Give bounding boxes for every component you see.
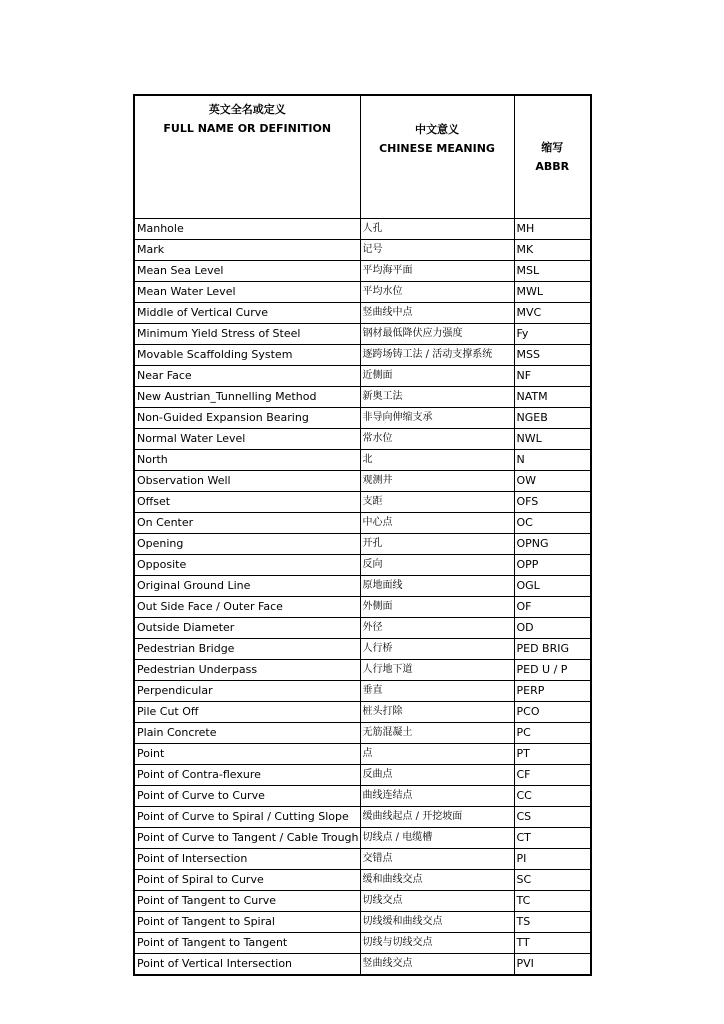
cell-full-name: Point of Tangent to Curve: [134, 891, 360, 912]
table-row: [134, 576, 591, 597]
cell-full-name: Minimum Yield Stress of Steel: [134, 324, 360, 345]
table-row: [134, 219, 591, 240]
cell-chinese-meaning: 外径: [360, 618, 514, 639]
cell-chinese-meaning: 支距: [360, 492, 514, 513]
header-full-name-cn: 英文全名或定义: [208, 103, 286, 116]
cell-abbr: MK: [514, 240, 591, 261]
cell-abbr: PC: [514, 723, 591, 744]
cell-abbr: OW: [514, 471, 591, 492]
cell-full-name: Point of Intersection: [134, 849, 360, 870]
table-row: [134, 240, 591, 261]
cell-abbr: SC: [514, 870, 591, 891]
cell-full-name: Mean Sea Level: [134, 261, 360, 282]
table-row: [134, 261, 591, 282]
cell-full-name: Outside Diameter: [134, 618, 360, 639]
cell-abbr: MH: [514, 219, 591, 240]
cell-chinese-meaning: 缓曲线起点 / 开挖坡面: [360, 807, 514, 828]
table-row: [134, 345, 591, 366]
cell-abbr: OPNG: [514, 534, 591, 555]
cell-abbr: NF: [514, 366, 591, 387]
cell-full-name: Plain Concrete: [134, 723, 360, 744]
cell-full-name: Middle of Vertical Curve: [134, 303, 360, 324]
cell-chinese-meaning: 开孔: [360, 534, 514, 555]
header-abbr: [514, 95, 591, 219]
cell-chinese-meaning: 钢材最低降伏应力强度: [360, 324, 514, 345]
cell-full-name: Opening: [134, 534, 360, 555]
table-row: [134, 933, 591, 954]
cell-abbr: TC: [514, 891, 591, 912]
table-row: [134, 702, 591, 723]
cell-abbr: Fy: [514, 324, 591, 345]
table-row: [134, 870, 591, 891]
cell-abbr: OF: [514, 597, 591, 618]
cell-full-name: Point of Vertical Intersection: [134, 954, 360, 976]
cell-abbr: PI: [514, 849, 591, 870]
cell-full-name: Point: [134, 744, 360, 765]
table-row: [134, 954, 591, 976]
header-abbr-en: ABBR: [535, 160, 570, 173]
table-row: [134, 597, 591, 618]
table-body: [134, 219, 591, 976]
cell-full-name: Point of Curve to Spiral / Cutting Slope: [134, 807, 360, 828]
table-row: [134, 618, 591, 639]
cell-chinese-meaning: 缓和曲线交点: [360, 870, 514, 891]
cell-abbr: NATM: [514, 387, 591, 408]
table-row: [134, 534, 591, 555]
cell-chinese-meaning: 切线交点: [360, 891, 514, 912]
table-row: [134, 639, 591, 660]
cell-chinese-meaning: 切线与切线交点: [360, 933, 514, 954]
table-row: [134, 303, 591, 324]
cell-full-name: Mark: [134, 240, 360, 261]
cell-full-name: North: [134, 450, 360, 471]
header-full-name-en: FULL NAME OR DEFINITION: [163, 122, 332, 135]
cell-abbr: OGL: [514, 576, 591, 597]
cell-chinese-meaning: 点: [360, 744, 514, 765]
cell-chinese-meaning: 垂直: [360, 681, 514, 702]
cell-full-name: Observation Well: [134, 471, 360, 492]
table-row: [134, 387, 591, 408]
table-row: [134, 828, 591, 849]
table-row: [134, 912, 591, 933]
table-row: [134, 681, 591, 702]
abbreviation-table: [133, 94, 592, 976]
cell-chinese-meaning: 竖曲线交点: [360, 954, 514, 976]
cell-chinese-meaning: 记号: [360, 240, 514, 261]
header-chinese-meaning: [360, 95, 514, 219]
table-row: [134, 807, 591, 828]
table-row: [134, 849, 591, 870]
cell-abbr: OFS: [514, 492, 591, 513]
cell-abbr: CT: [514, 828, 591, 849]
cell-chinese-meaning: 近侧面: [360, 366, 514, 387]
cell-abbr: TS: [514, 912, 591, 933]
cell-abbr: PT: [514, 744, 591, 765]
cell-full-name: Point of Curve to Curve: [134, 786, 360, 807]
cell-full-name: Opposite: [134, 555, 360, 576]
cell-chinese-meaning: 反曲点: [360, 765, 514, 786]
cell-chinese-meaning: 平均海平面: [360, 261, 514, 282]
header-abbr-cn: 缩写: [541, 141, 564, 154]
table-row: [134, 765, 591, 786]
cell-chinese-meaning: 平均水位: [360, 282, 514, 303]
cell-abbr: OC: [514, 513, 591, 534]
cell-abbr: OPP: [514, 555, 591, 576]
cell-full-name: Non-Guided Expansion Bearing: [134, 408, 360, 429]
table-row: [134, 513, 591, 534]
cell-abbr: NGEB: [514, 408, 591, 429]
cell-full-name: Perpendicular: [134, 681, 360, 702]
cell-full-name: Mean Water Level: [134, 282, 360, 303]
table-row: [134, 408, 591, 429]
cell-abbr: CC: [514, 786, 591, 807]
table-row: [134, 324, 591, 345]
table-row: [134, 555, 591, 576]
cell-abbr: N: [514, 450, 591, 471]
cell-full-name: Point of Curve to Tangent / Cable Trough: [134, 828, 360, 849]
table-row: [134, 786, 591, 807]
table-row: [134, 744, 591, 765]
cell-full-name: Point of Tangent to Tangent: [134, 933, 360, 954]
cell-abbr: TT: [514, 933, 591, 954]
cell-chinese-meaning: 常水位: [360, 429, 514, 450]
cell-abbr: PED U / P: [514, 660, 591, 681]
cell-chinese-meaning: 切线点 / 电缆槽: [360, 828, 514, 849]
cell-abbr: PCO: [514, 702, 591, 723]
cell-chinese-meaning: 北: [360, 450, 514, 471]
cell-abbr: MWL: [514, 282, 591, 303]
cell-abbr: MSS: [514, 345, 591, 366]
table-row: [134, 660, 591, 681]
cell-full-name: Point of Contra-flexure: [134, 765, 360, 786]
table-row: [134, 282, 591, 303]
cell-full-name: Out Side Face / Outer Face: [134, 597, 360, 618]
cell-chinese-meaning: 竖曲线中点: [360, 303, 514, 324]
cell-full-name: Movable Scaffolding System: [134, 345, 360, 366]
cell-abbr: PVI: [514, 954, 591, 976]
cell-chinese-meaning: 曲线连结点: [360, 786, 514, 807]
table-row: [134, 492, 591, 513]
cell-abbr: PED BRIG: [514, 639, 591, 660]
cell-full-name: Original Ground Line: [134, 576, 360, 597]
cell-abbr: OD: [514, 618, 591, 639]
cell-full-name: New Austrian_Tunnelling Method: [134, 387, 360, 408]
table-row: [134, 366, 591, 387]
cell-abbr: MSL: [514, 261, 591, 282]
cell-abbr: CS: [514, 807, 591, 828]
table-row: [134, 471, 591, 492]
table-row: [134, 891, 591, 912]
cell-abbr: NWL: [514, 429, 591, 450]
cell-chinese-meaning: 外侧面: [360, 597, 514, 618]
cell-chinese-meaning: 人行地下道: [360, 660, 514, 681]
cell-chinese-meaning: 桩头打除: [360, 702, 514, 723]
cell-full-name: On Center: [134, 513, 360, 534]
cell-abbr: CF: [514, 765, 591, 786]
cell-chinese-meaning: 新奥工法: [360, 387, 514, 408]
table-row: [134, 429, 591, 450]
header-full-name: [134, 95, 360, 219]
cell-full-name: Point of Spiral to Curve: [134, 870, 360, 891]
table-header-row: [134, 95, 591, 219]
cell-chinese-meaning: 原地面线: [360, 576, 514, 597]
cell-full-name: Near Face: [134, 366, 360, 387]
cell-chinese-meaning: 人行桥: [360, 639, 514, 660]
table-row: [134, 450, 591, 471]
cell-chinese-meaning: 反向: [360, 555, 514, 576]
cell-abbr: PERP: [514, 681, 591, 702]
cell-full-name: Offset: [134, 492, 360, 513]
cell-full-name: Point of Tangent to Spiral: [134, 912, 360, 933]
table-row: [134, 723, 591, 744]
cell-full-name: Pedestrian Bridge: [134, 639, 360, 660]
cell-chinese-meaning: 无筋混凝土: [360, 723, 514, 744]
cell-chinese-meaning: 非导向伸缩支承: [360, 408, 514, 429]
cell-full-name: Manhole: [134, 219, 360, 240]
header-chinese-meaning-en: CHINESE MEANING: [379, 142, 495, 155]
cell-full-name: Normal Water Level: [134, 429, 360, 450]
cell-chinese-meaning: 观测井: [360, 471, 514, 492]
header-chinese-meaning-cn: 中文意义: [415, 123, 459, 136]
cell-chinese-meaning: 切线缓和曲线交点: [360, 912, 514, 933]
cell-chinese-meaning: 逐跨场铸工法 / 活动支撑系统: [360, 345, 514, 366]
cell-chinese-meaning: 交错点: [360, 849, 514, 870]
cell-full-name: Pedestrian Underpass: [134, 660, 360, 681]
cell-full-name: Pile Cut Off: [134, 702, 360, 723]
cell-chinese-meaning: 中心点: [360, 513, 514, 534]
cell-abbr: MVC: [514, 303, 591, 324]
cell-chinese-meaning: 人孔: [360, 219, 514, 240]
